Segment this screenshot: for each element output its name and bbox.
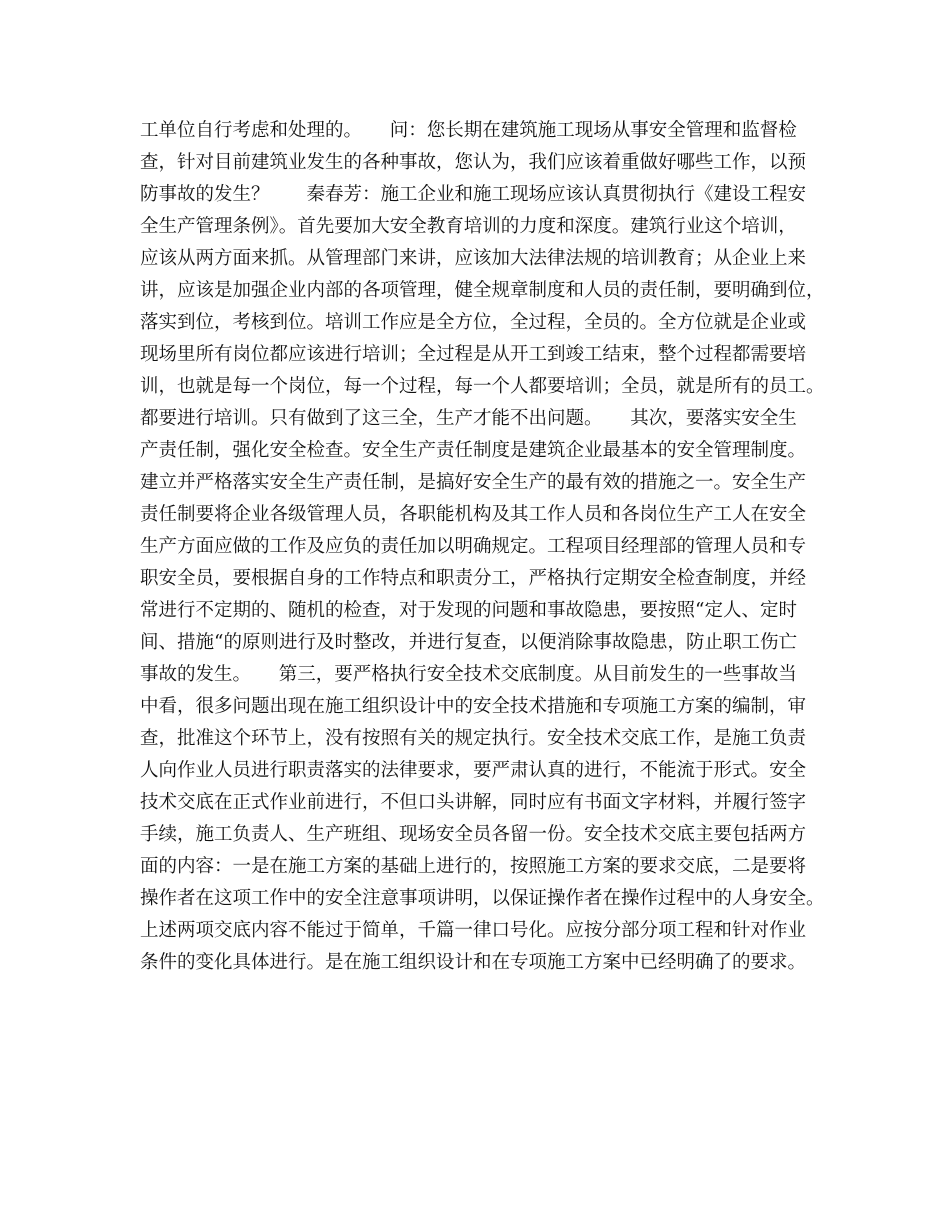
text-line: 建立并严格落实安全生产责任制，是搞好安全生产的最有效的措施之一。安全生产 [140, 472, 807, 493]
text-line: 查，针对目前建筑业发生的各种事故，您认为，我们应该着重做好哪些工作，以预 [140, 152, 807, 173]
text-line: 面的内容：一是在施工方案的基础上进行的，按照施工方案的要求交底，二是要将 [140, 856, 807, 877]
text-line: 人向作业人员进行职责落实的法律要求，要严肃认真的进行，不能流于形式。安全 [140, 760, 807, 781]
text-line: 责任制要将企业各级管理人员，各职能机构及其工作人员和各岗位生产工人在安全 [140, 504, 807, 525]
text-line: 现场里所有岗位都应该进行培训；全过程是从开工到竣工结束，整个过程都需要培 [140, 344, 807, 365]
text-line: 应该从两方面来抓。从管理部门来讲，应该加大法律法规的培训教育；从企业上来 [140, 248, 807, 269]
text-line: 讲，应该是加强企业内部的各项管理，健全规章制度和人员的责任制，要明确到位， [140, 280, 825, 301]
body-text [140, 115, 830, 979]
text-line: 中看，很多问题出现在施工组织设计中的安全技术措施和专项施工方案的编制，审 [140, 696, 807, 717]
text-line: 事故的发生。 第三，要严格执行安全技术交底制度。从目前发生的一些事故当 [140, 664, 797, 685]
text-line: 查，批准这个环节上，没有按照有关的规定执行。安全技术交底工作，是施工负责 [140, 728, 807, 749]
text-line: 防事故的发生？ 秦春芳：施工企业和施工现场应该认真贯彻执行《建设工程安 [140, 184, 807, 205]
text-line: 职安全员，要根据自身的工作特点和职责分工，严格执行定期安全检查制度，并经 [140, 568, 807, 589]
text-line: 生产方面应做的工作及应负的责任加以明确规定。工程项目经理部的管理人员和专 [140, 536, 807, 557]
text-line: 手续，施工负责人、生产班组、现场安全员各留一份。安全技术交底主要包括两方 [140, 824, 807, 845]
text-line: 常进行不定期的、随机的检查，对于发现的问题和事故隐患，要按照“定人、定时 [140, 600, 797, 621]
text-line: 训，也就是每一个岗位，每一个过程，每一个人都要培训；全员，就是所有的员工。 [140, 376, 825, 397]
text-line: 落实到位，考核到位。培训工作应是全方位，全过程，全员的。全方位就是企业或 [140, 312, 807, 333]
text-line: 条件的变化具体进行。是在施工组织设计和在专项施工方案中已经明确了的要求。 [140, 952, 807, 973]
text-line: 产责任制，强化安全检查。安全生产责任制度是建筑企业最基本的安全管理制度。 [140, 440, 807, 461]
text-line: 技术交底在正式作业前进行，不但口头讲解，同时应有书面文字材料，并履行签字 [140, 792, 807, 813]
text-line: 工单位自行考虑和处理的。 问：您长期在建筑施工现场从事安全管理和监督检 [140, 120, 797, 141]
text-line: 间、措施“的原则进行及时整改，并进行复查，以便消除事故隐患，防止职工伤亡 [140, 632, 797, 653]
text-line: 都要进行培训。只有做到了这三全，生产才能不出问题。 其次，要落实安全生 [140, 408, 797, 429]
text-line: 操作者在这项工作中的安全注意事项讲明，以保证操作者在操作过程中的人身安全。 [140, 888, 825, 909]
text-line: 全生产管理条例》。首先要加大安全教育培训的力度和深度。建筑行业这个培训， [140, 216, 797, 237]
text-line: 上述两项交底内容不能过于简单，千篇一律口号化。应按分部分项工程和针对作业 [140, 920, 807, 941]
